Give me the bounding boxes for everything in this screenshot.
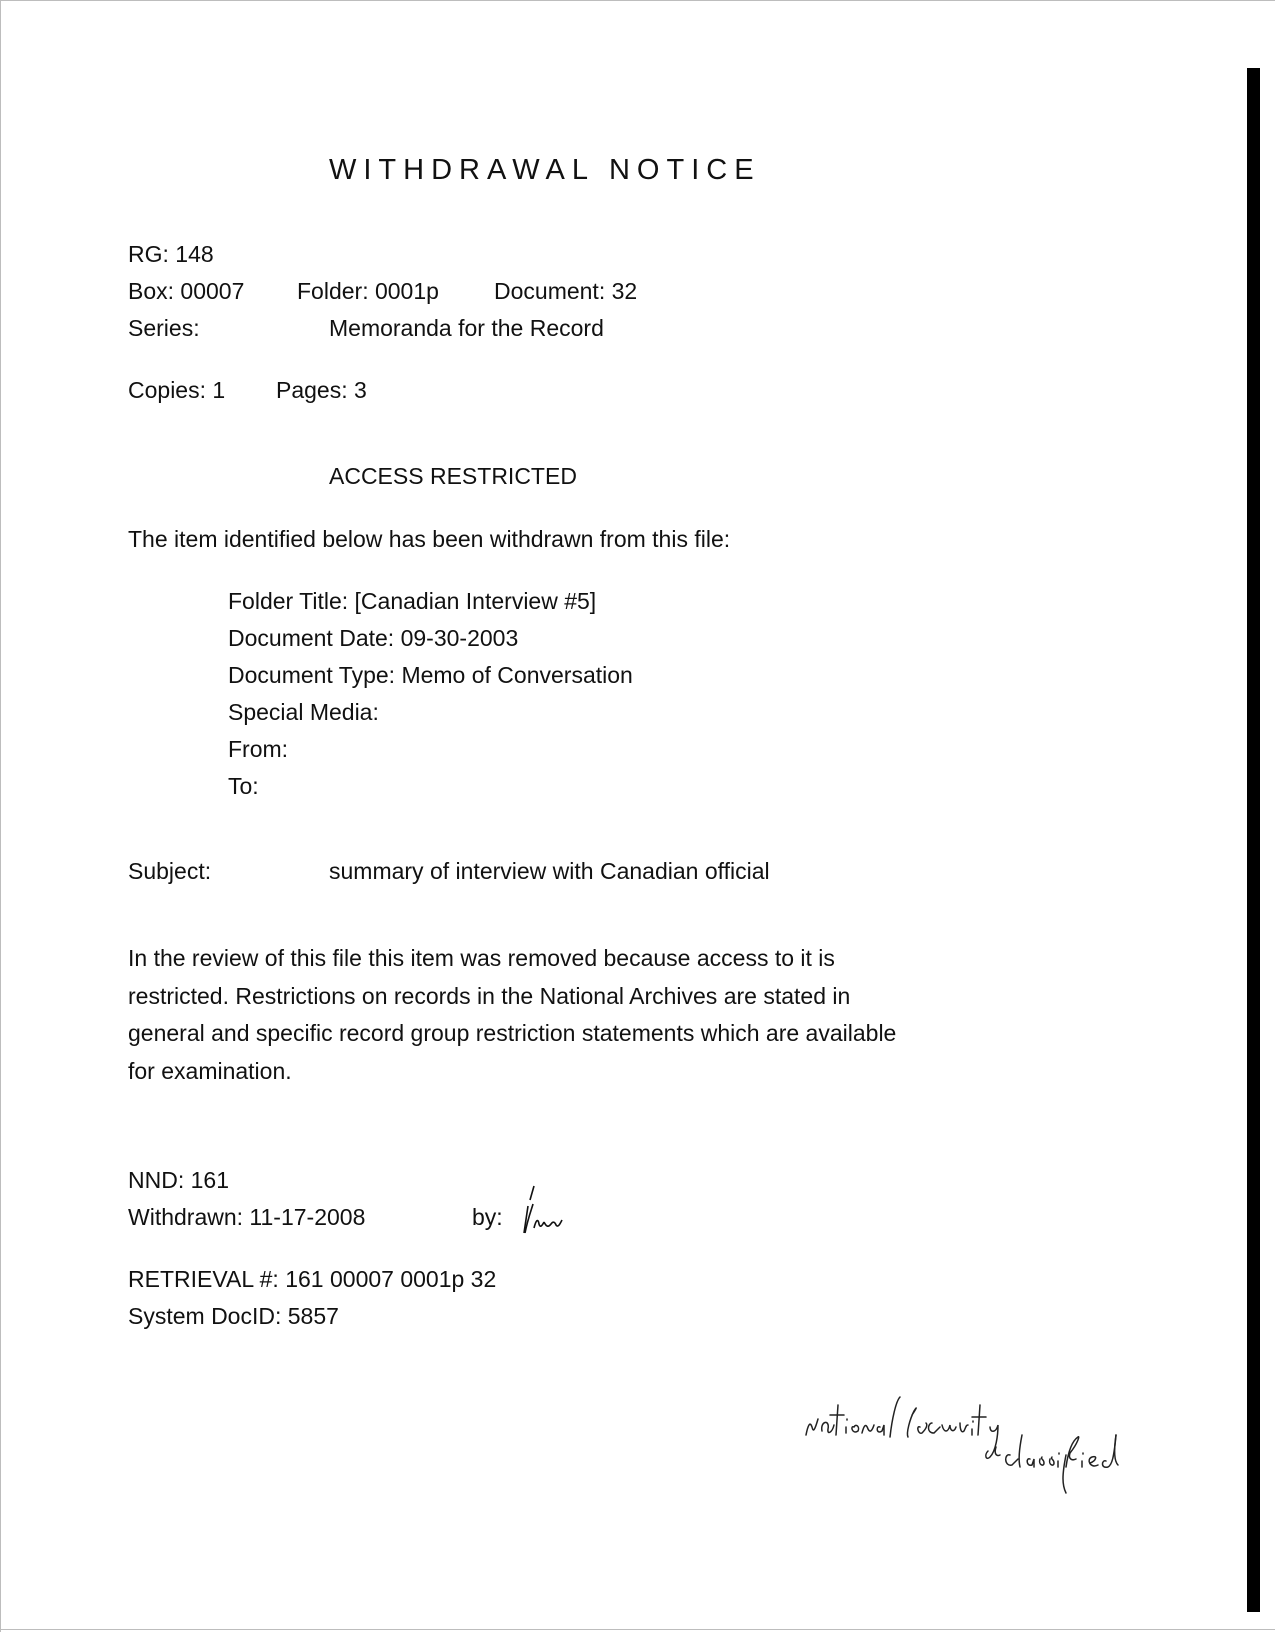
paragraph-line: In the review of this file this item was removed because access to it is (128, 945, 835, 971)
scan-edge-bar (1247, 68, 1260, 1612)
page-edge-bottom (0, 1629, 1275, 1630)
to-field: To: (228, 773, 259, 799)
reviewer-initials-signature (520, 1178, 580, 1238)
paragraph-line: restricted. Restrictions on records in the National Archives are stated in (128, 982, 851, 1009)
document-type: Document Type: Memo of Conversation (228, 662, 633, 688)
document-number: Document: 32 (494, 278, 638, 304)
by-label: by: (472, 1204, 503, 1230)
paragraph-line: for examination. (128, 1057, 292, 1084)
retrieval-number: RETRIEVAL #: 161 00007 0001p 32 (128, 1266, 497, 1292)
handwritten-note-national-security-classified (800, 1375, 1190, 1495)
page-title: WITHDRAWAL NOTICE (329, 154, 761, 186)
nnd-number: NND: 161 (128, 1167, 229, 1193)
pages-count: Pages: 3 (276, 377, 367, 403)
copies-count: Copies: 1 (128, 377, 226, 403)
access-status: ACCESS RESTRICTED (329, 463, 577, 489)
record-group: RG: 148 (128, 241, 214, 267)
withdrawn-date: Withdrawn: 11-17-2008 (128, 1204, 366, 1230)
box-number: Box: 00007 (128, 278, 245, 304)
page-edge-left (0, 0, 1, 1632)
folder-title: Folder Title: [Canadian Interview #5] (228, 588, 597, 614)
from-field: From: (228, 736, 289, 762)
folder-number: Folder: 0001p (297, 278, 439, 304)
paragraph-line: general and specific record group restriction statements which are available (128, 1020, 897, 1046)
document-date: Document Date: 09-30-2003 (228, 625, 519, 651)
subject-label: Subject: (128, 858, 212, 884)
subject-value: summary of interview with Canadian official (329, 858, 770, 884)
intro-text: The item identified below has been withdrawn from this file: (128, 526, 731, 552)
series-label: Series: (128, 315, 200, 341)
series-value: Memoranda for the Record (329, 315, 604, 341)
page-edge-top (0, 0, 1275, 1)
special-media: Special Media: (228, 699, 379, 725)
restriction-paragraph (128, 940, 1028, 1090)
system-docid: System DocID: 5857 (128, 1303, 339, 1329)
